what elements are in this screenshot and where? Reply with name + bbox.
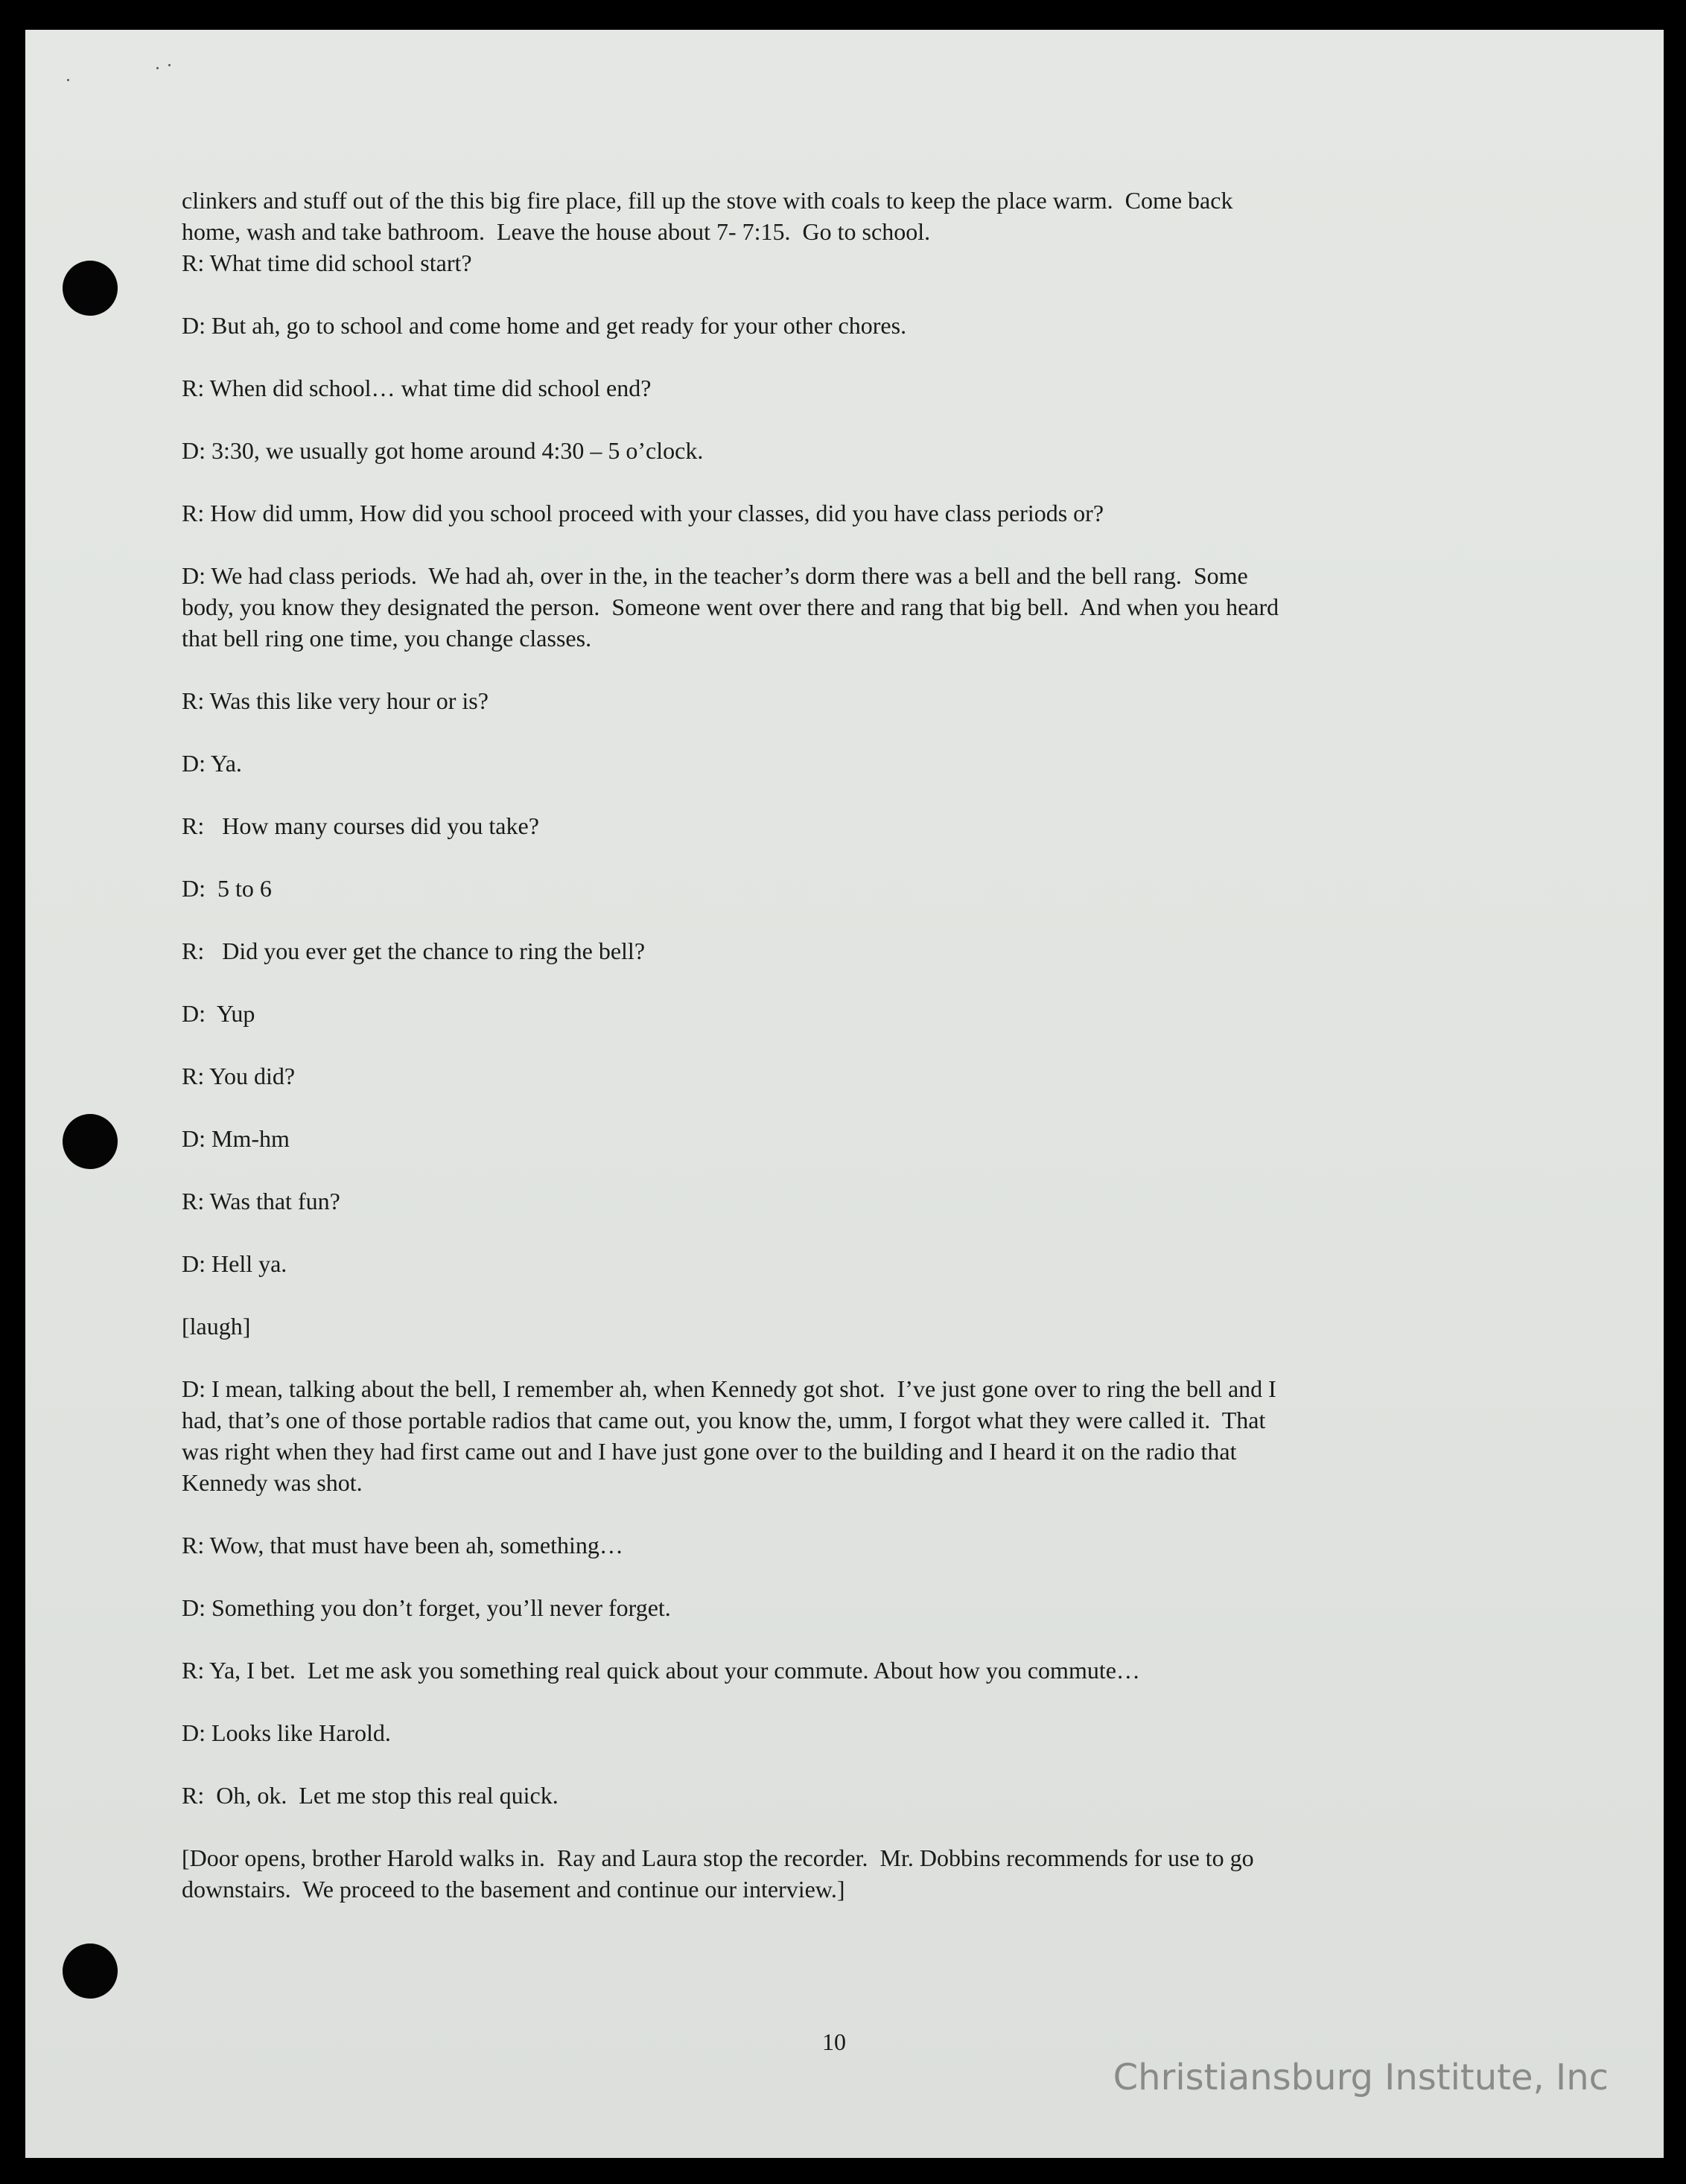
transcript-line: D: Something you don’t forget, you’ll never forget. xyxy=(182,1594,671,1621)
transcript-paragraph xyxy=(182,1248,1477,1279)
transcript-line: D: Ya. xyxy=(182,750,242,777)
transcript-paragraph xyxy=(182,935,1477,967)
transcript-line: D: 5 to 6 xyxy=(182,875,272,902)
transcript-paragraph xyxy=(182,748,1477,779)
transcript-line: body, you know they designated the person. Someone went over there and rang that big bell. And when you heard xyxy=(182,593,1279,620)
transcript-line: Kennedy was shot. xyxy=(182,1469,363,1496)
transcript-line: R: How many courses did you take? xyxy=(182,812,539,839)
transcript-paragraph xyxy=(182,310,1477,341)
transcript-paragraph xyxy=(182,560,1477,654)
transcript-paragraph xyxy=(182,810,1477,841)
transcript-line: R: You did? xyxy=(182,1063,296,1089)
transcript-paragraph xyxy=(182,1373,1477,1498)
transcript-paragraph xyxy=(182,1529,1477,1561)
transcript-line: [Door opens, brother Harold walks in. Ray and Laura stop the recorder. Mr. Dobbins recommends for use to go xyxy=(182,1844,1254,1871)
page-number: 10 xyxy=(822,2028,846,2055)
transcript-paragraph xyxy=(182,185,1477,278)
transcript-line: [laugh] xyxy=(182,1313,251,1340)
transcript-line: R: How did umm, How did you school proceed with your classes, did you have class periods or? xyxy=(182,500,1104,526)
punch-hole-bottom xyxy=(63,1943,118,1999)
transcript-paragraph xyxy=(182,1060,1477,1092)
transcript-line: D: Yup xyxy=(182,1000,255,1027)
transcript-line: R: Did you ever get the chance to ring the bell? xyxy=(182,937,646,964)
transcript-paragraph xyxy=(182,873,1477,904)
transcript-paragraph xyxy=(182,372,1477,404)
transcript-paragraph xyxy=(182,1780,1477,1811)
transcript-line: clinkers and stuff out of the this big fire place, fill up the stove with coals to keep the place warm. Come back xyxy=(182,187,1233,214)
transcript-paragraph xyxy=(182,497,1477,529)
watermark: Christiansburg Institute, Inc xyxy=(1113,2057,1609,2098)
transcript-paragraph xyxy=(182,1592,1477,1623)
transcript-paragraph xyxy=(182,1842,1477,1905)
transcript-line: had, that’s one of those portable radios that came out, you know the, umm, I forgot what they were called it. That xyxy=(182,1407,1266,1433)
transcript-paragraph xyxy=(182,1123,1477,1154)
transcript-line: D: I mean, talking about the bell, I remember ah, when Kennedy got shot. I’ve just gone over to ring the bell and I xyxy=(182,1375,1276,1402)
transcript-paragraph xyxy=(182,1185,1477,1217)
transcript-line: R: When did school… what time did school end? xyxy=(182,375,652,401)
transcript-paragraph xyxy=(182,1717,1477,1748)
transcript-paragraph xyxy=(182,1655,1477,1686)
transcript-line: R: Oh, ok. Let me stop this real quick. xyxy=(182,1782,559,1809)
transcript-line: D: Hell ya. xyxy=(182,1250,287,1277)
transcript-line: downstairs. We proceed to the basement and continue our interview.] xyxy=(182,1876,845,1903)
transcript-line: home, wash and take bathroom. Leave the house about 7- 7:15. Go to school. xyxy=(182,218,931,245)
transcript-line: D: Mm-hm xyxy=(182,1125,290,1152)
transcript-line: R: Wow, that must have been ah, something… xyxy=(182,1532,623,1559)
transcript-paragraph xyxy=(182,435,1477,466)
transcript-paragraph xyxy=(182,1311,1477,1342)
punch-hole-middle xyxy=(63,1114,118,1169)
transcript-line: D: We had class periods. We had ah, over in the, in the teacher’s dorm there was a bell and the bell rang. Some xyxy=(182,562,1248,589)
transcript-line: was right when they had first came out and I have just gone over to the building and I heard it on the radio that xyxy=(182,1438,1237,1465)
transcript-line: R: Ya, I bet. Let me ask you something real quick about your commute. About how you commute… xyxy=(182,1657,1140,1684)
speck xyxy=(168,64,171,66)
transcript-line: R: Was that fun? xyxy=(182,1188,340,1214)
transcript-line: D: Looks like Harold. xyxy=(182,1719,391,1746)
speck xyxy=(67,79,69,81)
transcript-line: R: What time did school start? xyxy=(182,249,472,276)
transcript-paragraph xyxy=(182,685,1477,716)
transcript-body xyxy=(182,185,1477,1905)
transcript-line: R: Was this like very hour or is? xyxy=(182,687,489,714)
punch-hole-top xyxy=(63,261,118,316)
transcript-line: D: 3:30, we usually got home around 4:30 – 5 o’clock. xyxy=(182,437,704,464)
transcript-line: D: But ah, go to school and come home and get ready for your other chores. xyxy=(182,312,907,339)
speck xyxy=(156,67,159,69)
transcript-paragraph xyxy=(182,998,1477,1029)
transcript-line: that bell ring one time, you change classes. xyxy=(182,625,592,652)
